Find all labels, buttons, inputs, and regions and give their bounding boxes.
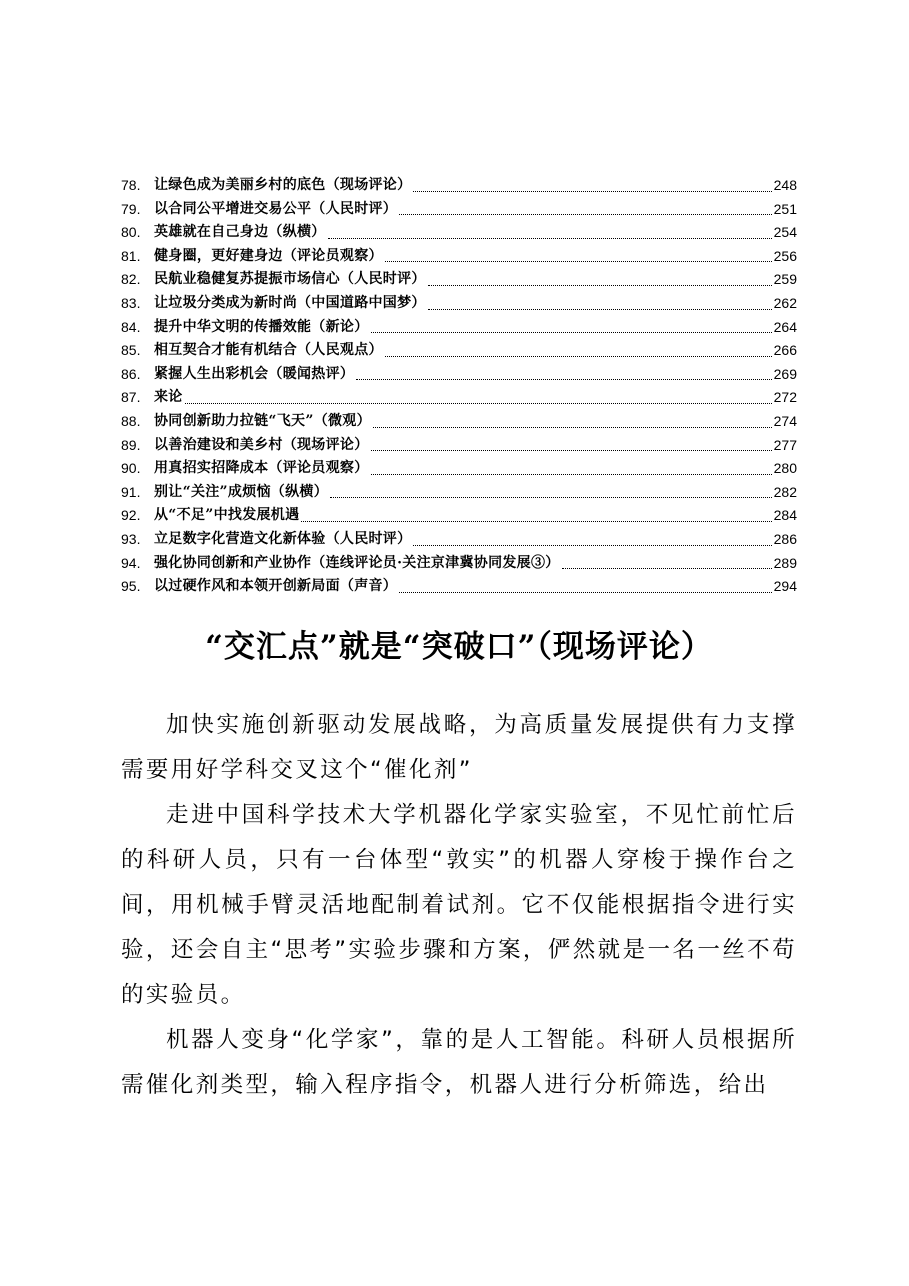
- toc-entry-number: 94.: [121, 554, 141, 571]
- toc-entry-title: 以善治建设和美乡村（现场评论）: [154, 436, 369, 453]
- toc-entry-page: 277: [773, 436, 797, 453]
- toc-entry-number: 95.: [121, 578, 141, 595]
- toc-entry-title: 协同创新助力拉链“飞天”（微观）: [154, 412, 371, 429]
- toc-entry-number: 83.: [121, 294, 141, 311]
- toc-entry: [121, 575, 797, 599]
- toc-entry-number: 84.: [121, 318, 141, 335]
- toc-dot-leader: [328, 238, 772, 239]
- toc-entry-title: 相互契合才能有机结合（人民观点）: [154, 342, 383, 359]
- toc-entry-page: 272: [773, 389, 797, 406]
- toc-entry-page: 289: [773, 554, 797, 571]
- toc-entry-page: 266: [773, 342, 797, 359]
- toc-entry-page: 286: [773, 530, 797, 547]
- toc-dot-leader: [373, 427, 772, 428]
- toc-entry-title: 让垃圾分类成为新时尚（中国道路中国梦）: [154, 294, 426, 311]
- toc-entry: [121, 268, 797, 292]
- toc-entry: [121, 198, 797, 222]
- toc-entry-page: 274: [773, 412, 797, 429]
- toc-entry-number: 81.: [121, 247, 141, 264]
- toc-entry-title: 英雄就在自己身边（纵横）: [154, 224, 326, 241]
- toc-entry-number: 87.: [121, 389, 141, 406]
- toc-entry-number: 91.: [121, 483, 141, 500]
- toc-entry-page: 251: [773, 200, 797, 217]
- toc-entry: [121, 174, 797, 198]
- toc-entry-title: 让绿色成为美丽乡村的底色（现场评论）: [154, 177, 412, 193]
- toc-entry: [121, 504, 797, 528]
- toc-entry-title: 用真招实招降成本（评论员观察）: [154, 460, 369, 477]
- toc-entry-page: 259: [773, 271, 797, 288]
- toc-dot-leader: [428, 285, 772, 286]
- toc-entry: [121, 339, 797, 363]
- toc-entry-number: 78.: [121, 177, 141, 193]
- toc-dot-leader: [371, 450, 772, 451]
- article-paragraph: 加快实施创新驱动发展战略，为高质量发展提供有力支撑需要用好学科交叉这个“催化剂”: [121, 712, 797, 783]
- toc-entry-title: 健身圈，更好建身边（评论员观察）: [154, 247, 383, 264]
- toc-dot-leader: [330, 497, 772, 498]
- toc-dot-leader: [301, 521, 771, 522]
- toc-entry-title: 立足数字化营造文化新体验（人民时评）: [154, 530, 412, 547]
- toc-dot-leader: [356, 379, 771, 380]
- toc-entry-title: 以过硬作风和本领开创新局面（声音）: [154, 578, 398, 595]
- toc-entry-title: 强化协同创新和产业协作（连线评论员·关注京津冀协同发展③）: [154, 554, 560, 571]
- toc-entry-number: 79.: [121, 200, 141, 217]
- toc-entry: [121, 245, 797, 269]
- toc-entry: [121, 386, 797, 410]
- toc-entry-page: 262: [773, 294, 797, 311]
- toc-dot-leader: [413, 191, 771, 192]
- toc-entry-number: 92.: [121, 507, 141, 524]
- toc-dot-leader: [371, 332, 772, 333]
- toc-entry-page: 282: [773, 483, 797, 500]
- toc-entry-page: 269: [773, 365, 797, 382]
- toc-entry-title: 别让“关注”成烦恼（纵横）: [154, 483, 329, 500]
- toc-dot-leader: [428, 309, 772, 310]
- toc-entry-number: 82.: [121, 271, 141, 288]
- toc-entry-page: 294: [773, 578, 797, 595]
- toc-entry: [121, 434, 797, 458]
- toc-entry-number: 85.: [121, 342, 141, 359]
- toc-dot-leader: [385, 261, 772, 262]
- toc-dot-leader: [185, 403, 772, 404]
- toc-entry: [121, 316, 797, 340]
- toc-entry-number: 90.: [121, 460, 141, 477]
- toc-entry-title: 紧握人生出彩机会（暖闻热评）: [154, 365, 355, 382]
- toc-dot-leader: [413, 545, 771, 546]
- toc-entry: [121, 552, 797, 576]
- toc-entry-title: 民航业稳健复苏提振市场信心（人民时评）: [154, 271, 426, 288]
- article-title: “交汇点”就是“突破口”（现场评论）: [205, 629, 713, 665]
- article-paragraph: 走进中国科学技术大学机器化学家实验室，不见忙前忙后的科研人员，只有一台体型“敦实”的机器人穿梭于操作台之间，用机械手臂灵活地配制着试剂。它不仅能根据指令进行实验，还会自主“思考”实验步骤和方案，俨然就是一名一丝不苟的实验员。: [121, 802, 797, 1008]
- toc-entry: [121, 481, 797, 505]
- toc-entry: [121, 363, 797, 387]
- toc-dot-leader: [399, 592, 772, 593]
- toc-entry: [121, 457, 797, 481]
- toc-entry-title: 提升中华文明的传播效能（新论）: [154, 318, 369, 335]
- article-body: [121, 703, 797, 1108]
- toc-entry-page: 256: [773, 247, 797, 264]
- toc-entry-number: 93.: [121, 530, 141, 547]
- toc-entry: [121, 221, 797, 245]
- toc-entry-title: 来论: [154, 389, 183, 406]
- toc-dot-leader: [399, 214, 772, 215]
- article-paragraph: 机器人变身“化学家”，靠的是人工智能。科研人员根据所需催化剂类型，输入程序指令，机器人进行分析筛选，给出: [121, 1027, 797, 1098]
- toc-entry: [121, 410, 797, 434]
- toc-entry-page: 280: [773, 460, 797, 477]
- toc-dot-leader: [562, 568, 772, 569]
- toc-entry-number: 88.: [121, 412, 141, 429]
- toc-dot-leader: [385, 356, 772, 357]
- toc-entry-title: 从“不足”中找发展机遇: [154, 507, 300, 524]
- toc-entry-page: 248: [773, 177, 797, 193]
- toc-entry-page: 254: [773, 224, 797, 241]
- toc-entry-number: 86.: [121, 365, 141, 382]
- table-of-contents: [121, 174, 797, 599]
- toc-entry-page: 264: [773, 318, 797, 335]
- toc-entry-number: 80.: [121, 224, 141, 241]
- toc-entry-page: 284: [773, 507, 797, 524]
- toc-entry-title: 以合同公平增进交易公平（人民时评）: [154, 200, 398, 217]
- toc-entry: [121, 528, 797, 552]
- toc-dot-leader: [371, 474, 772, 475]
- toc-entry-number: 89.: [121, 436, 141, 453]
- toc-entry: [121, 292, 797, 316]
